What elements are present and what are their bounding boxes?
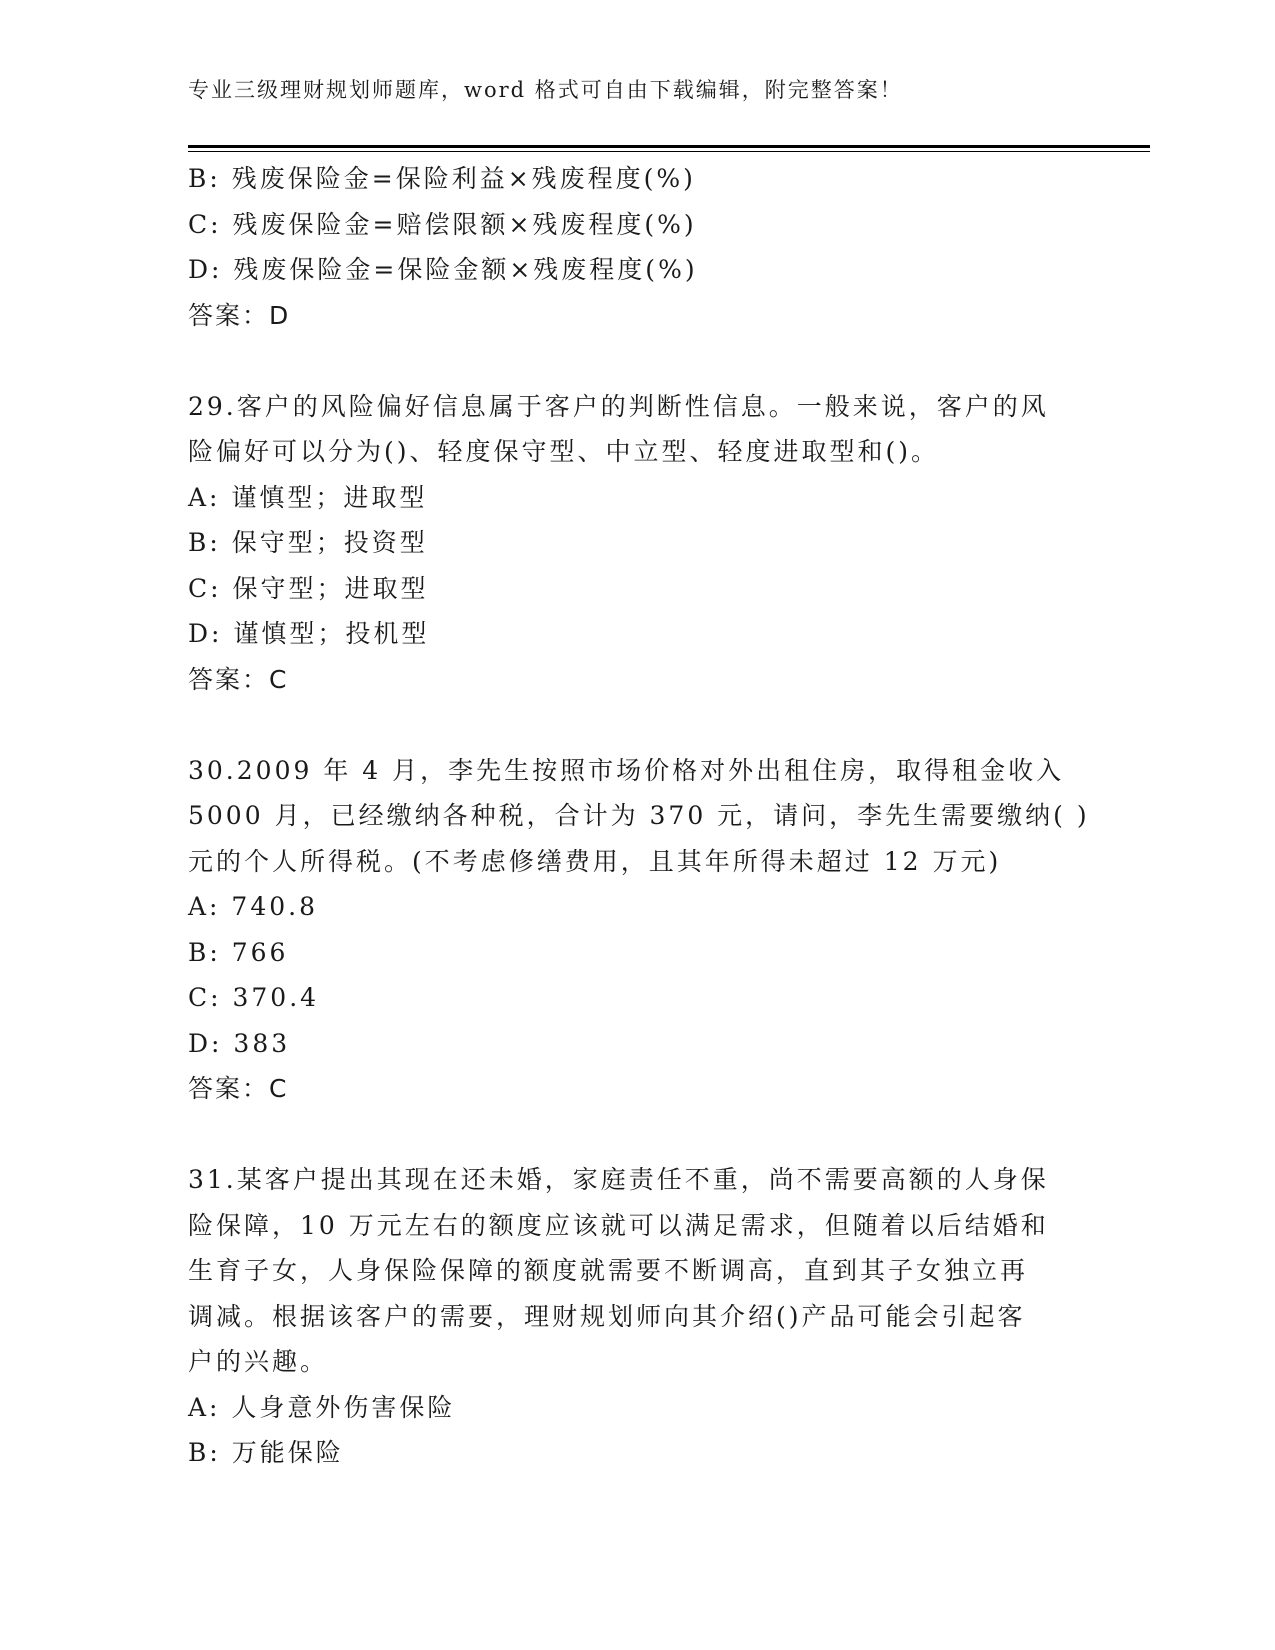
option-a: A: 谨慎型；进取型 — [188, 482, 428, 512]
spacer — [188, 338, 1088, 384]
question-stem-line: 30.2009 年 4 月，李先生按照市场价格对外出租住房，取得租金收入 — [188, 755, 1065, 785]
question-29 — [188, 384, 1088, 703]
question-content — [188, 156, 1088, 1476]
answer: 答案：D — [188, 300, 291, 330]
question-stem-line: 生育子女，人身保险保障的额度就需要不断调高，直到其子女独立再 — [188, 1256, 1029, 1285]
question-stem-line: 险偏好可以分为()、轻度保守型、中立型、轻度进取型和()。 — [188, 437, 940, 466]
option-b: B: 万能保险 — [188, 1438, 344, 1467]
option-c: C: 残废保险金=赔偿限额×残废程度(%) — [188, 209, 697, 239]
option-d: D: 383 — [188, 1028, 291, 1058]
option-c: C: 保守型；进取型 — [188, 573, 429, 603]
option-a: A: 740.8 — [188, 892, 318, 921]
question-stem-line: 29.客户的风险偏好信息属于客户的判断性信息。一般来说，客户的风 — [188, 391, 1049, 421]
spacer — [188, 1112, 1088, 1158]
question-31 — [188, 1157, 1088, 1476]
option-b: B: 766 — [188, 937, 289, 967]
header-rule-thin — [188, 151, 1150, 152]
option-d: D: 谨慎型；投机型 — [188, 619, 430, 648]
question-stem-line: 调减。根据该客户的需要，理财规划师向其介绍()产品可能会引起客 — [188, 1301, 1026, 1331]
option-a: A: 人身意外伤害保险 — [188, 1392, 456, 1422]
question-28-tail — [188, 156, 1088, 338]
spacer — [188, 702, 1088, 748]
option-c: C: 370.4 — [188, 983, 320, 1012]
option-b: B: 保守型；投资型 — [188, 528, 428, 557]
question-30 — [188, 748, 1088, 1112]
answer: 答案：C — [188, 1074, 289, 1103]
question-stem-line: 险保障，10 万元左右的额度应该就可以满足需求，但随着以后结婚和 — [188, 1210, 1049, 1240]
answer: 答案：C — [188, 664, 289, 694]
question-stem-line: 户的兴趣。 — [188, 1347, 329, 1376]
question-stem-line: 元的个人所得税。(不考虑修缮费用，且其年所得未超过 12 万元) — [188, 846, 1002, 876]
header-rule-thick — [188, 145, 1150, 148]
option-d: D: 残废保险金=保险金额×残废程度(%) — [188, 255, 698, 284]
page-header: 专业三级理财规划师题库，word 格式可自由下载编辑，附完整答案！ — [188, 78, 903, 102]
option-b: B: 残废保险金=保险利益×残废程度(%) — [188, 164, 696, 193]
question-stem-line: 5000 月，已经缴纳各种税，合计为 370 元，请问，李先生需要缴纳( ) — [188, 801, 1090, 830]
question-stem-line: 31.某客户提出其现在还未婚，家庭责任不重，尚不需要高额的人身保 — [188, 1165, 1049, 1194]
